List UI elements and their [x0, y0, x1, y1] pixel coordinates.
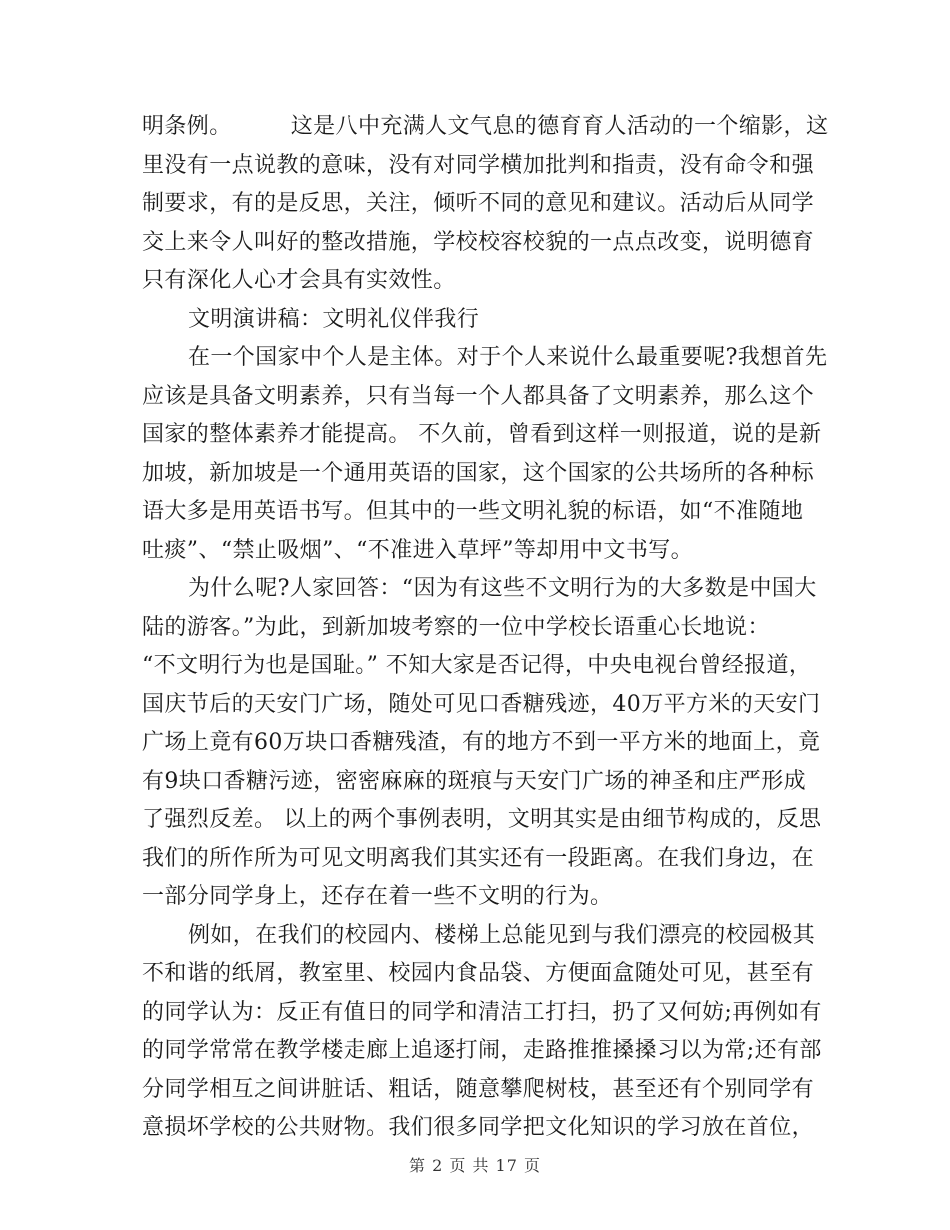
text-line: 了强烈反差。 以上的两个事例表明，文明其实是由细节构成的，反思 [142, 807, 822, 832]
text-line: 吐痰”、“禁止吸烟”、“不准进入草坪”等却用中文书写。 [142, 537, 694, 563]
text-line: 语大多是用英语书写。但其中的一些文明礼貌的标语，如“不准随地 [142, 499, 804, 524]
text-line: 分同学相互之间讲脏话、粗话，随意攀爬树枝，甚至还有个别同学有 [142, 1076, 815, 1102]
text-line: 明条例。 这是八中充满人文气息的德育育人活动的一个缩影，这 [142, 114, 829, 139]
text-line: 例如，在我们的校园内、楼梯上总能见到与我们漂亮的校园极其 [188, 922, 816, 948]
text-line: 在一个国家中个人是主体。对于个人来说什么最重要呢?我想首先 [188, 345, 828, 370]
text-line: 广场上竟有60万块口香糖残渣，有的地方不到一平方米的地面上，竟 [142, 730, 821, 755]
text-line: 里没有一点说教的意味，没有对同学横加批判和指责，没有命令和强 [142, 152, 815, 178]
text-line: 国庆节后的天安门广场，随处可见口香糖残迹，40万平方米的天安门 [142, 691, 821, 717]
text-line: 加坡，新加坡是一个通用英语的国家，这个国家的公共场所的各种标 [142, 460, 815, 486]
text-line: “不文明行为也是国耻。” 不知大家是否记得，中央电视台曾经报道， [142, 653, 812, 678]
text-line: 的同学认为：反正有值日的同学和清洁工打扫，扔了又何妨;再例如有 [142, 999, 822, 1025]
document-body [142, 108, 829, 1148]
text-line: 陆的游客。”为此，到新加坡考察的一位中学校长语重心长地说： [142, 614, 770, 640]
text-line: 为什么呢?人家回答：“因为有这些不文明行为的大多数是中国大 [188, 576, 817, 601]
text-line: 一部分同学身上，还存在着一些不文明的行为。 [142, 884, 613, 909]
text-line: 文明演讲稿：文明礼仪伴我行 [188, 306, 480, 332]
text-line: 不和谐的纸屑，教室里、校园内食品袋、方便面盒随处可见，甚至有 [142, 961, 815, 986]
text-line: 我们的所作所为可见文明离我们其实还有一段距离。在我们身边，在 [142, 845, 815, 871]
text-line: 国家的整体素养才能提高。 不久前，曾看到这样一则报道，说的是新 [142, 422, 822, 447]
text-line: 交上来令人叫好的整改措施，学校校容校貌的一点点改变，说明德育 [142, 229, 815, 255]
text-line: 的同学常常在教学楼走廊上追逐打闹，走路推推搡搡习以为常;还有部 [142, 1038, 822, 1063]
text-line: 有9块口香糖污迹，密密麻麻的斑痕与天安门广场的神圣和庄严形成 [142, 768, 806, 794]
text-line: 制要求，有的是反思，关注，倾听不同的意见和建议。活动后从同学 [142, 191, 815, 216]
page-footer: 第 2 页 共 17 页 [409, 1156, 541, 1175]
text-line: 意损坏学校的公共财物。我们很多同学把文化知识的学习放在首位， [142, 1115, 815, 1140]
text-line: 应该是具备文明素养，只有当每一个人都具备了文明素养，那么这个 [142, 383, 815, 409]
text-line: 只有深化人心才会具有实效性。 [142, 268, 456, 293]
